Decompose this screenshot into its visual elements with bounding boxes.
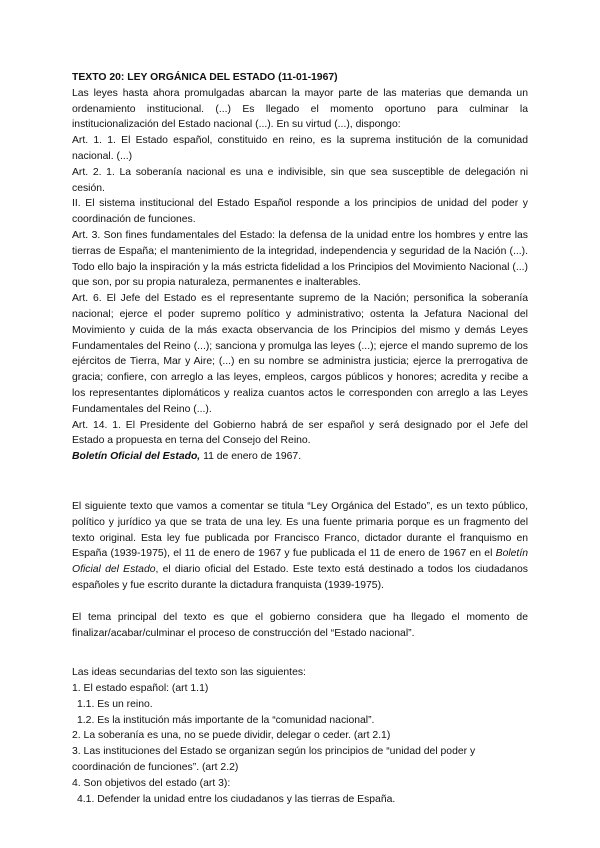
idea-subitem: 1.1. Es un reino. (77, 698, 153, 710)
idea-item: 3. Las instituciones del Estado se organizan según los principios de “unidad del poder y coordinación de funciones”. (art 2.2) (72, 746, 476, 774)
article-14-paragraph: Art. 14. 1. El Presidente del Gobierno habrá de ser español y será designado por el Jefe del Estado a propuesta en terna del Consejo del Reino. (72, 419, 528, 447)
secondary-ideas (72, 665, 528, 807)
intro-text-end: , el diario oficial del Estado. Este texto está destinado a todos los ciudadanos españoles y fue escrito durante la dictadura franquista (1939-1975). (72, 564, 528, 591)
document-page (72, 70, 528, 807)
article-2-ii-paragraph: II. El sistema institucional del Estado Español responde a los principios de unidad del poder y coordinación de funciones. (72, 198, 528, 226)
idea-item: 2. La soberanía es una, no se puede dividir, delegar o ceder. (art 2.1) (72, 730, 391, 742)
commentary (72, 499, 528, 641)
idea-subitem: 4.1. Defender la unidad entre los ciudadanos y las tierras de España. (77, 793, 396, 805)
article-3-paragraph: Art. 3. Son fines fundamentales del Estado: la defensa de la unidad entre los hombres y entre las tierras de España; el mantenimiento de la integridad, independencia y seguridad de la Nación (...). Todo ello bajo la inspiración y la más estricta fidelidad a los Principios del Movimiento Nacional (...) que son, por su propia naturaleza, permanentes e inalterables. (72, 229, 528, 289)
source-title: TEXTO 20: LEY ORGÁNICA DEL ESTADO (11-01-1967) (72, 72, 338, 83)
article-6-paragraph: Art. 6. El Jefe del Estado es el representante supremo de la Nación; personifica la soberanía nacional; ejerce el poder supremo político y administrativo; ostenta la Jefatura Nacional del Movimiento y cuida de la más exacta observancia de los Principios del mismo y demás Leyes Fundamentales del Reino (...); sanciona y promulga las leyes (...); ejerce el mando supremo de los ejércitos de Tierra, Mar y Aire; (...) en su nombre se administra justicia; ejerce la prerrogativa de gracia; confiere, con arreglo a las leyes, empleos, cargos públicos y honores; acredita y recibe a los representantes diplomáticos y realiza cuantos actos le corresponden con arreglo a las Leyes Fundamentales del Reino (...). (72, 293, 528, 415)
commentary-intro (72, 499, 528, 594)
idea-item: 1. El estado español: (art 1.1) (72, 683, 209, 695)
citation-title: Boletín Oficial del Estado, (72, 451, 201, 463)
citation-date: 11 de enero de 1967. (200, 451, 302, 463)
intro-text-boe: Boletín Oficial del Estado (72, 548, 528, 576)
source-text (72, 70, 528, 465)
idea-subitem: 1.2. Es la institución más importante de la “comunidad nacional”. (77, 714, 375, 726)
source-citation (72, 449, 528, 465)
idea-item: 4. Son objetivos del estado (art 3): (72, 777, 231, 789)
article-1-paragraph: Art. 1. 1. El Estado español, constituido en reino, es la suprema institución de la comunidad nacional. (...) (72, 135, 528, 162)
article-2-paragraph: Art. 2. 1. La soberanía nacional es una e indivisible, sin que sea susceptible de delegación ni cesión. (72, 166, 528, 194)
main-theme-paragraph: El tema principal del texto es que el gobierno considera que ha llegado el momento de finalizar/acabar/culminar el proceso de construcción del “Estado nacional”. (72, 611, 528, 639)
preamble-paragraph: Las leyes hasta ahora promulgadas abarcan la mayor parte de las materias que demanda un ordenamiento institucional. (...) Es llegado el momento oportuno para culminar la institucionalización del Estado nacional (...). En su virtud (...), dispongo: (72, 87, 528, 131)
ideas-heading: Las ideas secundarias del texto son las siguientes: (72, 667, 306, 679)
intro-text-start: El siguiente texto que vamos a comentar se titula “Ley Orgánica del Estado”, es un texto público, político y jurídico ya que se trata de una ley. Es una fuente primaria porque es un fragmento del texto original. Esta ley fue publicada por Francisco Franco, dictador durante el franquismo en España (1939-1975), el 11 de enero de 1967 y fue publicada el 11 de enero de 1967 en el (72, 500, 528, 560)
